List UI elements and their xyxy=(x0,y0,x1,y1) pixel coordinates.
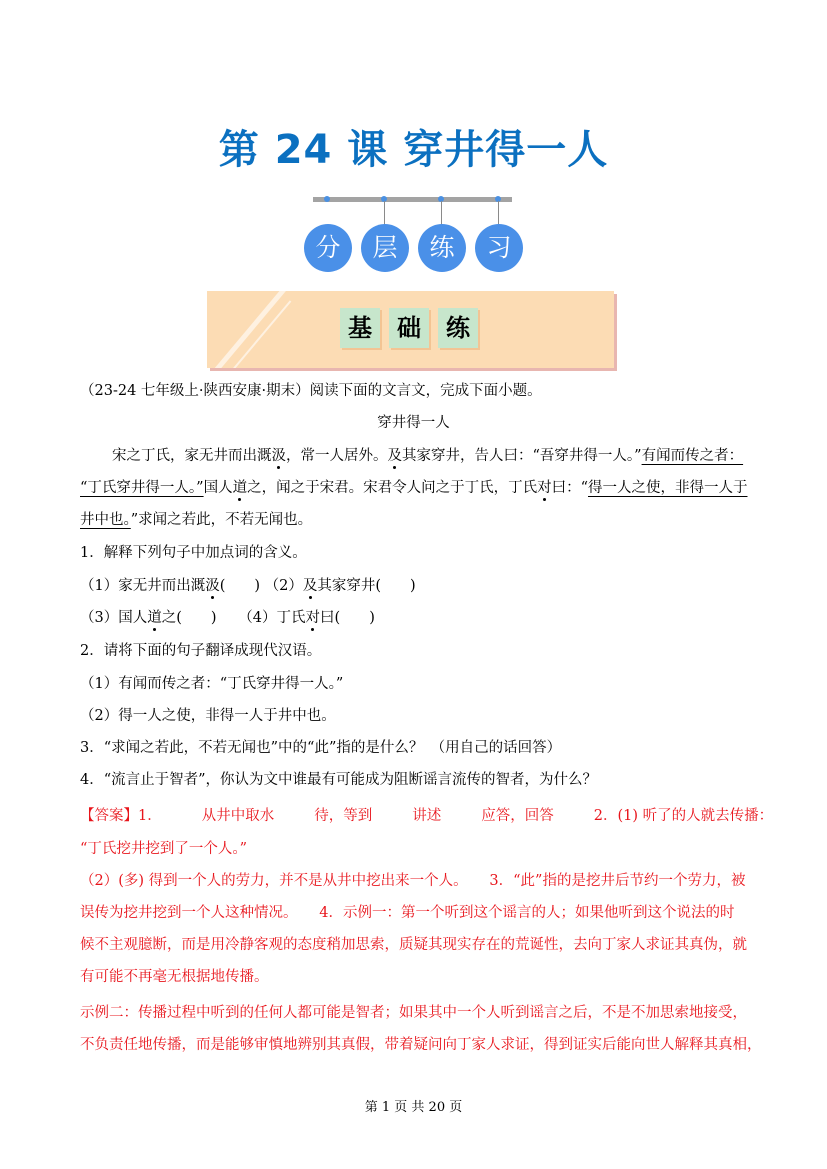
question-2a: （1）有闻而传之者：“丁氏穿井得一人。” xyxy=(80,676,344,692)
question-2b: （2）得一人之使，非得一人于井中也。 xyxy=(80,708,336,724)
text: 待，等到 xyxy=(314,808,373,824)
dotted-word: 及 xyxy=(387,448,402,464)
question-1-items xyxy=(80,608,375,628)
section-tile: 练 xyxy=(438,308,478,348)
question-3: 3．“求闻之若此，不若无闻也”中的“此”指的是什么？ （用自己的话回答） xyxy=(80,740,562,756)
pin-dot xyxy=(324,196,330,202)
dotted-word: 道 xyxy=(232,480,248,496)
text: 从井中取水 xyxy=(201,808,275,824)
text: 之，闻之于宋君。宋君令人问之于丁氏，丁氏 xyxy=(247,480,538,496)
circle-char: 分 xyxy=(304,224,352,272)
text: 讲述 xyxy=(412,808,442,824)
string-line xyxy=(498,201,499,226)
underlined-text: “丁氏穿井得一人。” xyxy=(80,480,204,496)
string-line xyxy=(384,201,385,226)
passage-line xyxy=(80,510,312,530)
string-line xyxy=(441,201,442,226)
section-banner xyxy=(207,291,614,368)
page-footer: 第 1 页 共 20 页 xyxy=(364,1100,463,1115)
text: （3）国人 xyxy=(80,610,148,626)
question-4: 4．“流言止于智者”，你认为文中谁最有可能成为阻断谣言流传的智者，为什么？ xyxy=(80,772,598,788)
answer-line: 有可能不再毫无根据地传播。 xyxy=(80,969,269,985)
text: 2．(1) 听了的人就去传播： xyxy=(593,808,774,824)
dotted-word: 对 xyxy=(537,480,552,496)
answer-line xyxy=(80,806,773,826)
text: 之( ) （4）丁氏 xyxy=(161,610,306,626)
answer-line: 示例二：传播过程中听到的任何人都可能是智者；如果其中一个人听到谣言之后，不是不加思索地接受， xyxy=(80,1005,747,1021)
passage-line xyxy=(112,446,743,466)
hanger-bar xyxy=(313,197,512,202)
passage-title: 穿井得一人 xyxy=(377,415,450,431)
text: ( ) （2） xyxy=(219,578,303,594)
text: （1）家无井而出溉 xyxy=(80,578,206,594)
dotted-word: 对 xyxy=(305,610,321,626)
circle-char: 练 xyxy=(418,224,466,272)
answer-line: （2）(多) 得到一个人的劳力，并不是从井中挖出来一个人。 3．“此”指的是挖井后节约一个劳力，被 xyxy=(80,873,746,889)
text: 宋之丁氏，家无井而出溉 xyxy=(112,448,272,464)
answer-line: 候不主观臆断，而是用冷静客观的态度稍加思索，质疑其现实存在的荒诞性，去向丁家人求证其真伪，就 xyxy=(80,937,747,953)
text: ”求闻之若此，不若无闻也。 xyxy=(130,512,313,528)
answer-line: 不负责任地传播，而是能够审慎地辨别其真假，带着疑问向丁家人求证，得到证实后能向世人解释其真相， xyxy=(80,1037,762,1053)
question-1-items xyxy=(80,576,416,596)
text: 其家穿井，告人曰：“吾穿井得一人。” xyxy=(402,448,642,464)
dotted-word: 汲 xyxy=(205,578,220,594)
question-1: 1．解释下列句子中加点词的含义。 xyxy=(80,545,307,561)
dotted-word: 道 xyxy=(147,610,162,626)
question-2: 2．请将下面的句子翻译成现代汉语。 xyxy=(80,643,322,659)
answer-line: 误传为挖井挖到一个人这种情况。 4．示例一：第一个听到这个谣言的人；如果他听到这个说法的时 xyxy=(80,905,735,921)
answer-label: 【答案】1． xyxy=(80,808,162,824)
section-tile: 础 xyxy=(389,308,429,348)
text: 曰( ) xyxy=(320,610,375,626)
passage-line xyxy=(80,478,748,498)
intro-text: （23-24 七年级上·陕西安康·期末）阅读下面的文言文，完成下面小题。 xyxy=(80,383,542,399)
text: 国人 xyxy=(203,480,233,496)
answer-line: “丁氏挖井挖到了一个人。” xyxy=(80,841,248,857)
section-tile: 基 xyxy=(340,308,380,348)
dotted-word: 及 xyxy=(302,578,318,594)
underlined-text: 井中也。 xyxy=(80,512,131,528)
text: 应答，回答 xyxy=(481,808,554,824)
circle-char: 层 xyxy=(361,224,409,272)
banner-gloss xyxy=(207,291,287,368)
text: 其家穿井( ) xyxy=(317,578,416,594)
text: 曰：“ xyxy=(551,480,588,496)
dotted-word: 汲 xyxy=(271,448,286,464)
underlined-text: 得一人之使，非得一人于 xyxy=(588,480,748,496)
underlined-text: 有闻而传之者： xyxy=(641,448,744,464)
lesson-title: 第 24 课 穿井得一人 xyxy=(218,127,609,173)
circle-char: 习 xyxy=(475,224,523,272)
text: ，常一人居外。 xyxy=(286,448,388,464)
